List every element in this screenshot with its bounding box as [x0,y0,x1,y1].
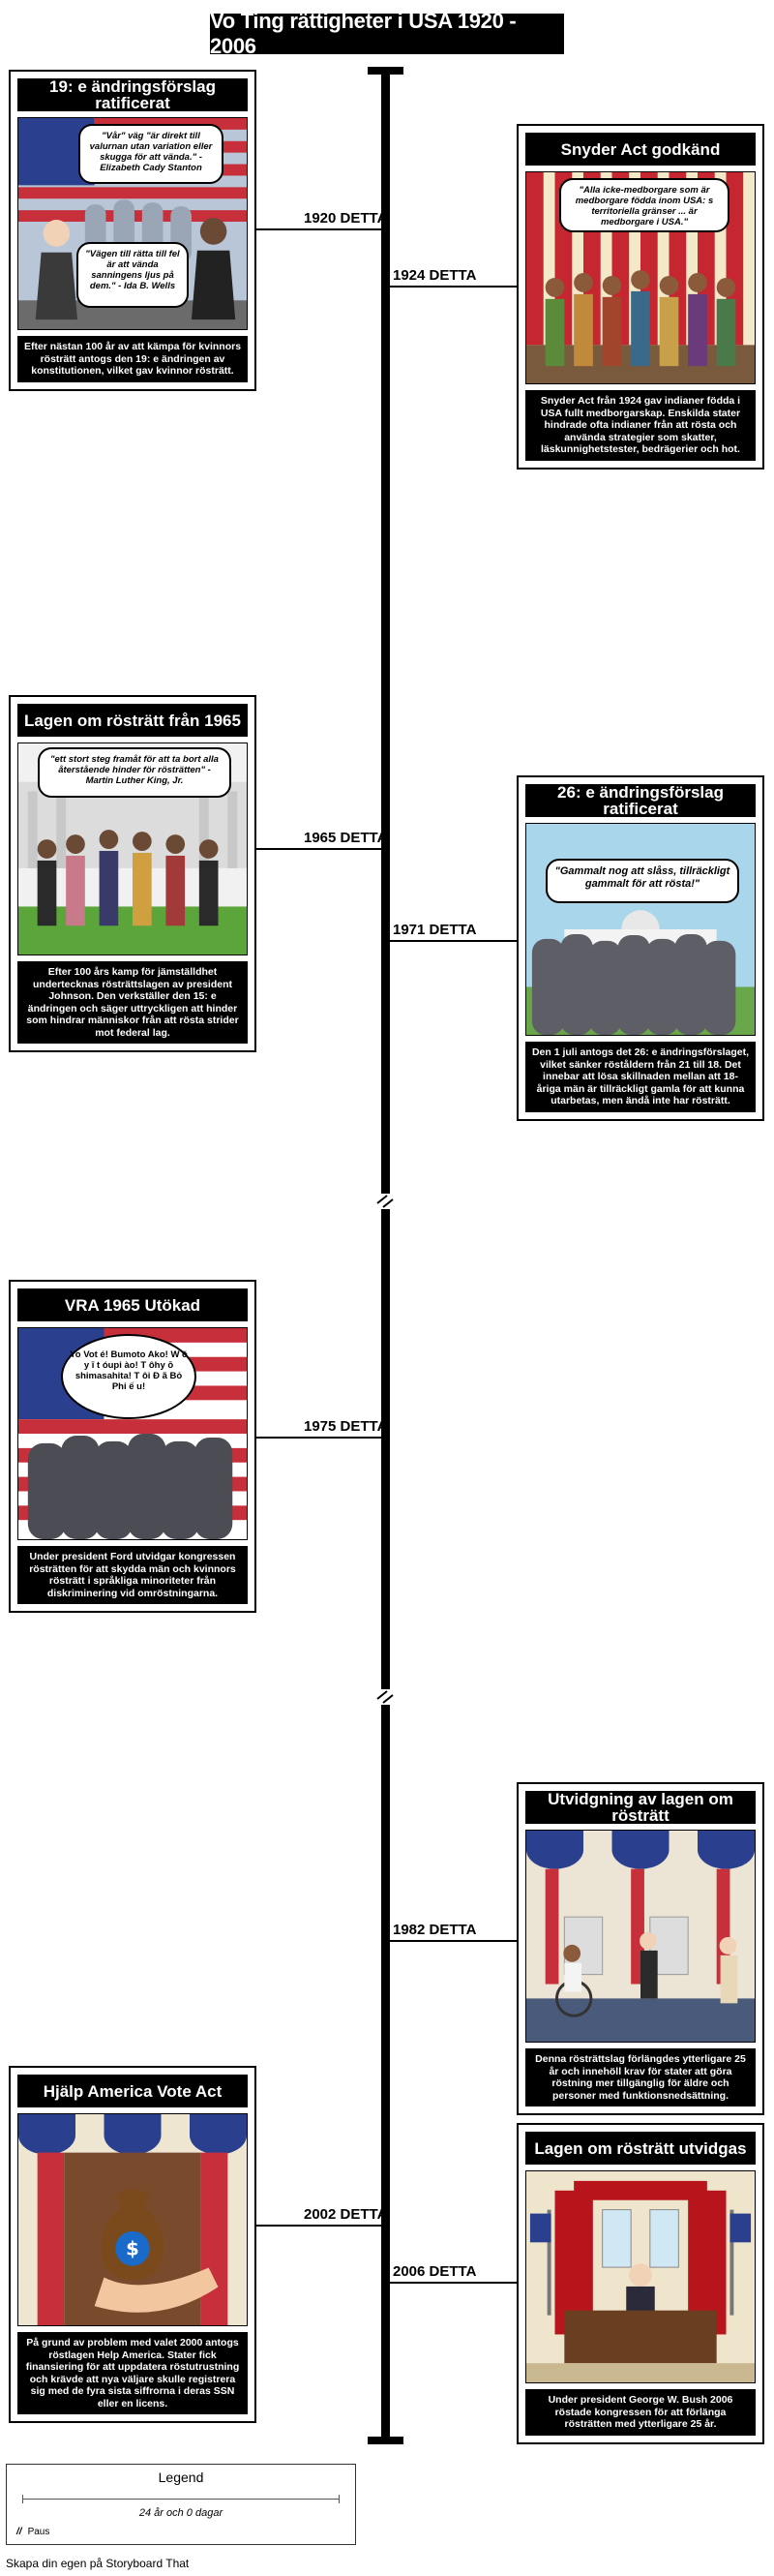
storyboard-credit-link[interactable]: Skapa din egen på Storyboard That [6,2557,190,2570]
timeline-axis [381,68,390,2444]
civil-rights-march-image [17,742,248,955]
card-description: Under president Ford utvidgar kongressen rösträtten för att skydda män och kvinnors rösträtt i språkliga minoriteter från diskriminering vid omröstningarna. [17,1546,248,1604]
event-date: 2006 DETTA [393,2263,477,2280]
axis-pause-mark [372,1194,399,1209]
card-title: Utvidgning av lagen om rösträtt [525,1791,756,1824]
connector-1920 [256,228,382,230]
card-description: Under president George W. Bush 2006 röstade kongressen för att förlänga rösträtten med ytterligare 25 år. [525,2389,756,2436]
axis-top-cap [368,67,403,75]
event-card-2002 [9,2066,256,2423]
pause-icon: // [16,2527,22,2537]
axis-bottom-cap [368,2437,403,2444]
quote-bubble: "Vägen till rätta till fel är att vända sanningens ljus på dem." - Ida B. Wells [76,242,189,308]
card-description: Snyder Act från 1924 gav indianer födda i USA fullt medborgarskap. Enskilda stater hindrade ofta indianer från att rösta och använda strategier som skatter, läskunnighetstester, bedrägerier och hot. [525,390,756,461]
quote-bubble: "ett stort steg framåt för att ta bort alla återstående hinder för rösträtten" - Martin Luther King, Jr. [38,747,231,798]
timeline-title: Vo Ting rättigheter i USA 1920 - 2006 [210,14,564,54]
event-date: 1924 DETTA [393,267,477,284]
event-date: 1982 DETTA [393,1922,477,1938]
event-date: 2002 DETTA [304,2206,388,2223]
legend-scale-line [22,2499,340,2500]
event-card-1975 [9,1280,256,1613]
connector-2002 [256,2225,382,2227]
legend-title: Legend [158,2470,204,2485]
card-description: Denna rösträttslag förlängdes ytterligare 25 år och innehöll krav för stater att göra röstning mer tillgänglig för äldre och personer med funktionsnedsättning. [525,2048,756,2106]
card-title: VRA 1965 Utökad [17,1288,248,1321]
event-card-1924 [517,124,764,470]
suffragists-flag-scene-image [17,117,248,330]
connector-1924 [390,286,517,288]
white-house-crowd-image [525,823,756,1036]
accessible-voting-booths-image [525,1830,756,2043]
connector-1982 [390,1940,517,1942]
event-card-1920 [9,70,256,391]
legend-pause-label: Paus [27,2527,50,2537]
card-description: Efter nästan 100 år av att kämpa för kvinnors rösträtt antogs den 19: e ändringen av konstitutionen, vilket gav kvinnor rösträtt. [17,336,248,382]
card-title: Hjälp America Vote Act [17,2075,248,2107]
event-card-2006 [517,2123,764,2444]
card-title: 26: e ändringsförslag ratificerat [525,784,756,817]
event-date: 1975 DETTA [304,1418,388,1435]
quote-bubble: Yo Vot é! Bumoto Ako! W ǒ y ī t óupi ào! T ôhy ō shimasahita! T ôi Đ ã Bỏ Phi ế u! [61,1334,196,1419]
native-americans-group-image [525,171,756,384]
connector-1965 [256,848,382,850]
legend-pause [16,2527,49,2537]
svg-text:$: $ [126,2237,139,2260]
connector-2006 [390,2282,517,2284]
axis-pause-mark [372,1689,399,1705]
event-card-1965 [9,695,256,1052]
card-description: Efter 100 års kamp för jämställdhet undertecknas rösträttslagen av president Johnson. Den verkställer den 15: e ändringen och säger uttryckligen att hinder som hindrar människor från att rösta strider mot federal lag. [17,961,248,1044]
quote-bubble: "Vår" väg "är direkt till valurnan utan variation eller skugga för att vända." -Elizabeth Cady Stanton [78,124,223,184]
event-card-1982 [517,1782,764,2115]
event-date: 1971 DETTA [393,922,477,938]
card-description: På grund av problem med valet 2000 antogs röstlagen Help America. Stater fick finansiering för att uppdatera röstutrustning och krävde att nya väljare skulle registrera sig med de fyra sista siffrorna i deras SSN eller en licens. [17,2332,248,2414]
card-description: Den 1 juli antogs det 26: e ändringsförslaget, vilket sänker röståldern från 21 till 18. Det innebar att lösa skillnaden mellan att 18-åriga män är tillräckligt gamla för att kunna utarbetas, men ändå inte har rösträtt. [525,1042,756,1112]
event-date: 1920 DETTA [304,210,388,227]
card-title: Snyder Act godkänd [525,133,756,166]
quote-bubble: "Alla icke-medborgare som är medborgare födda inom USA: s territoriella gränser ... är medborgare i USA." [559,178,729,232]
money-bag-hand-image [17,2113,248,2326]
event-card-1971 [517,775,764,1121]
flag-crowd-image [17,1327,248,1540]
event-date: 1965 DETTA [304,830,388,846]
card-title: Lagen om rösträtt från 1965 [17,704,248,737]
connector-1971 [390,940,517,942]
oval-office-desk-image [525,2170,756,2383]
connector-1975 [256,1437,382,1439]
legend-span: 24 år och 0 dagar [138,2507,223,2519]
card-title: Lagen om rösträtt utvidgas [525,2132,756,2165]
card-title: 19: e ändringsförslag ratificerat [17,78,248,111]
quote-bubble: "Gammalt nog att slåss, tillräckligt gammalt för att rösta!" [546,859,739,903]
legend [6,2464,356,2545]
